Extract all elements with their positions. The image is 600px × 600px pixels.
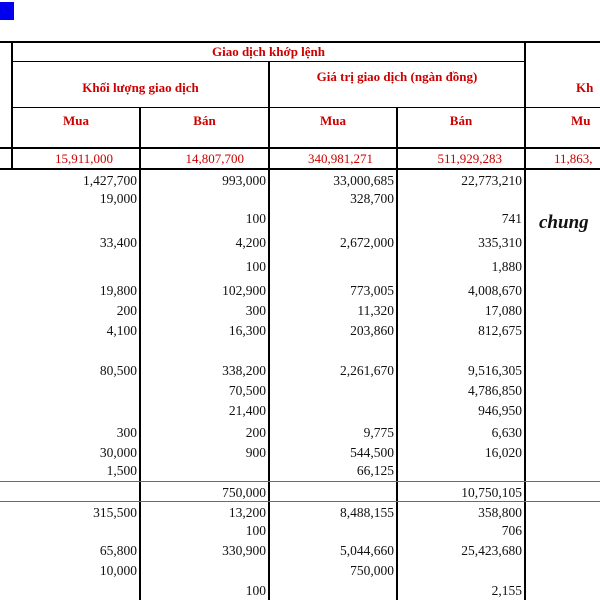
blue-marker [0,2,14,20]
table-cell: 1,427,700 [83,173,137,188]
table-cell: 741 [501,211,522,226]
watermark-text: chung [539,212,589,233]
totals-bottom-border [0,168,600,170]
table-cell: 946,950 [478,403,522,418]
table-cell: 200 [116,303,137,318]
group-title: Giao dịch khớp lệnh [211,44,326,59]
table-cell: 16,300 [228,323,266,338]
table-cell: 16,020 [484,445,522,460]
table-cell: 328,700 [350,191,394,206]
table-cell: 25,423,680 [461,543,522,558]
table-cell: 102,900 [222,283,266,298]
col-val-sell-header: Bán [449,113,473,128]
table-cell: 17,080 [484,303,522,318]
table-cell: 9,516,305 [468,363,522,378]
table-cell: 19,800 [99,283,137,298]
table-cell: 812,675 [478,323,522,338]
total-val-sell: 511,929,283 [437,151,502,166]
table-cell: 66,125 [356,463,394,478]
table-cell: 33,400 [99,235,137,250]
table-cell: 4,100 [106,323,137,338]
col-line-3 [396,107,398,600]
table-cell: 100 [245,259,266,274]
total-vol-sell: 14,807,700 [185,151,244,166]
table-cell: 773,005 [350,283,394,298]
table-cell: 70,500 [228,383,266,398]
table-cell: 706 [501,523,522,538]
table-cell: 2,672,000 [340,235,394,250]
table-cell: 4,786,850 [468,383,522,398]
table-cell: 100 [245,523,266,538]
table-cell: 1,880 [491,259,522,274]
next-group-title-partial: Kh [576,80,594,95]
table-cell: 544,500 [350,445,394,460]
table-cell: 4,008,670 [468,283,522,298]
table-cell: 21,400 [228,403,266,418]
table-cell: 8,488,155 [340,505,394,520]
table-cell: 300 [245,303,266,318]
table-cell: 33,000,685 [333,173,394,188]
total-vol-buy: 15,911,000 [54,151,113,166]
table-cell: 10,750,105 [461,485,522,500]
table-cell: 9,775 [363,425,394,440]
table-cell: 13,200 [228,505,266,520]
table-cell: 10,000 [99,563,137,578]
header-bottom-border [0,147,600,149]
table-cell: 200 [245,425,266,440]
col-line-2 [268,61,270,600]
table-cell: 993,000 [222,173,266,188]
table-cell: 203,860 [350,323,394,338]
red-separator-bottom [0,501,600,502]
table-cell: 100 [245,583,266,598]
col-vol-buy-header: Mua [63,113,89,128]
volume-title: Khối lượng giao dịch [82,80,199,95]
col-line-1 [139,107,141,600]
table-cell: 1,500 [106,463,137,478]
table-cell: 80,500 [99,363,137,378]
table-cell: 100 [245,211,266,226]
col-val-buy-header: Mua [320,113,346,128]
table-cell: 6,630 [491,425,522,440]
red-separator-top [0,481,600,482]
subheader-divider [12,107,600,108]
table-cell: 5,044,660 [340,543,394,558]
col-line-4 [524,41,526,600]
value-title: Giá trị giao dịch (ngàn đồng) [316,69,478,84]
table-cell: 750,000 [350,563,394,578]
table-cell: 900 [245,445,266,460]
table-cell: 19,000 [99,191,137,206]
table-cell: 2,261,670 [340,363,394,378]
table-cell: 750,000 [222,485,266,500]
table-cell: 4,200 [235,235,266,250]
table-cell: 11,320 [357,303,394,318]
table-cell: 330,900 [222,543,266,558]
table-cell: 358,800 [478,505,522,520]
table-cell: 338,200 [222,363,266,378]
table-cell: 2,155 [491,583,522,598]
total-val-buy: 340,981,271 [308,151,373,166]
col-next-buy-header-partial: Mu [571,113,591,128]
table-cell: 22,773,210 [461,173,522,188]
table-cell: 315,500 [93,505,137,520]
table-cell: 30,000 [99,445,137,460]
table-cell: 335,310 [478,235,522,250]
col-vol-sell-header: Bán [193,113,216,128]
table-top-border [0,41,600,43]
table-cell: 65,800 [99,543,137,558]
table-cell: 300 [116,425,137,440]
total-next-partial: 11,863, [554,151,593,166]
